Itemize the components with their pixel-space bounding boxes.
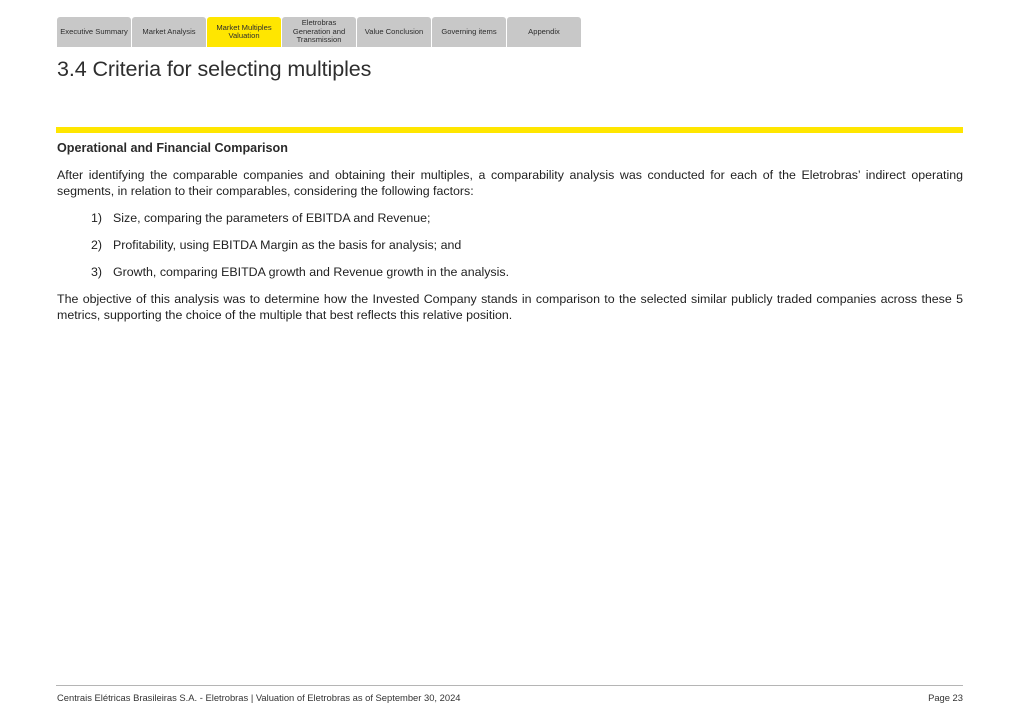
title-divider [56,127,963,133]
tab-appendix[interactable]: Appendix [507,17,581,47]
tab-value-conclusion[interactable]: Value Conclusion [357,17,431,47]
list-item [91,210,963,226]
tab-executive-summary[interactable]: Executive Summary [57,17,131,47]
tab-governing-items[interactable]: Governing items [432,17,506,47]
list-item-number: 3) [91,265,103,279]
list-item [91,237,963,253]
section-heading: Operational and Financial Comparison [57,141,288,155]
tab-eletrobras-generation-transmission[interactable]: Eletrobras Generation and Transmission [282,17,356,47]
factor-list [57,210,963,280]
tab-market-analysis[interactable]: Market Analysis [132,17,206,47]
list-item-number: 2) [91,238,103,252]
intro-paragraph: After identifying the comparable companies and obtaining their multiples, a comparability analysis was conducted for each of the Eletrobras’ indirect operating segments, in relation to their comparables, considering the following factors: [57,168,963,198]
list-item-number: 1) [91,211,103,225]
main-content [57,140,963,334]
conclusion-paragraph: The objective of this analysis was to determine how the Invested Company stands in comparison to the selected similar publicly traded companies across these 5 metrics, supporting the choice of the multiple that best reflects this relative position. [57,292,963,322]
page-number: Page 23 [928,692,963,703]
footer-divider [56,685,963,686]
page-title: 3.4 Criteria for selecting multiples [57,57,372,81]
footer-document-title: Centrais Elétricas Brasileiras S.A. - Eletrobras | Valuation of Eletrobras as of September 30, 2024 [57,692,461,703]
list-item [91,264,963,280]
section-tabs [57,17,581,47]
list-item-text: Growth, comparing EBITDA growth and Revenue growth in the analysis. [113,265,510,279]
list-item-text: Size, comparing the parameters of EBITDA and Revenue; [113,211,431,225]
list-item-text: Profitability, using EBITDA Margin as the basis for analysis; and [113,238,462,252]
tab-market-multiples-valuation[interactable]: Market Multiples Valuation [207,17,281,47]
